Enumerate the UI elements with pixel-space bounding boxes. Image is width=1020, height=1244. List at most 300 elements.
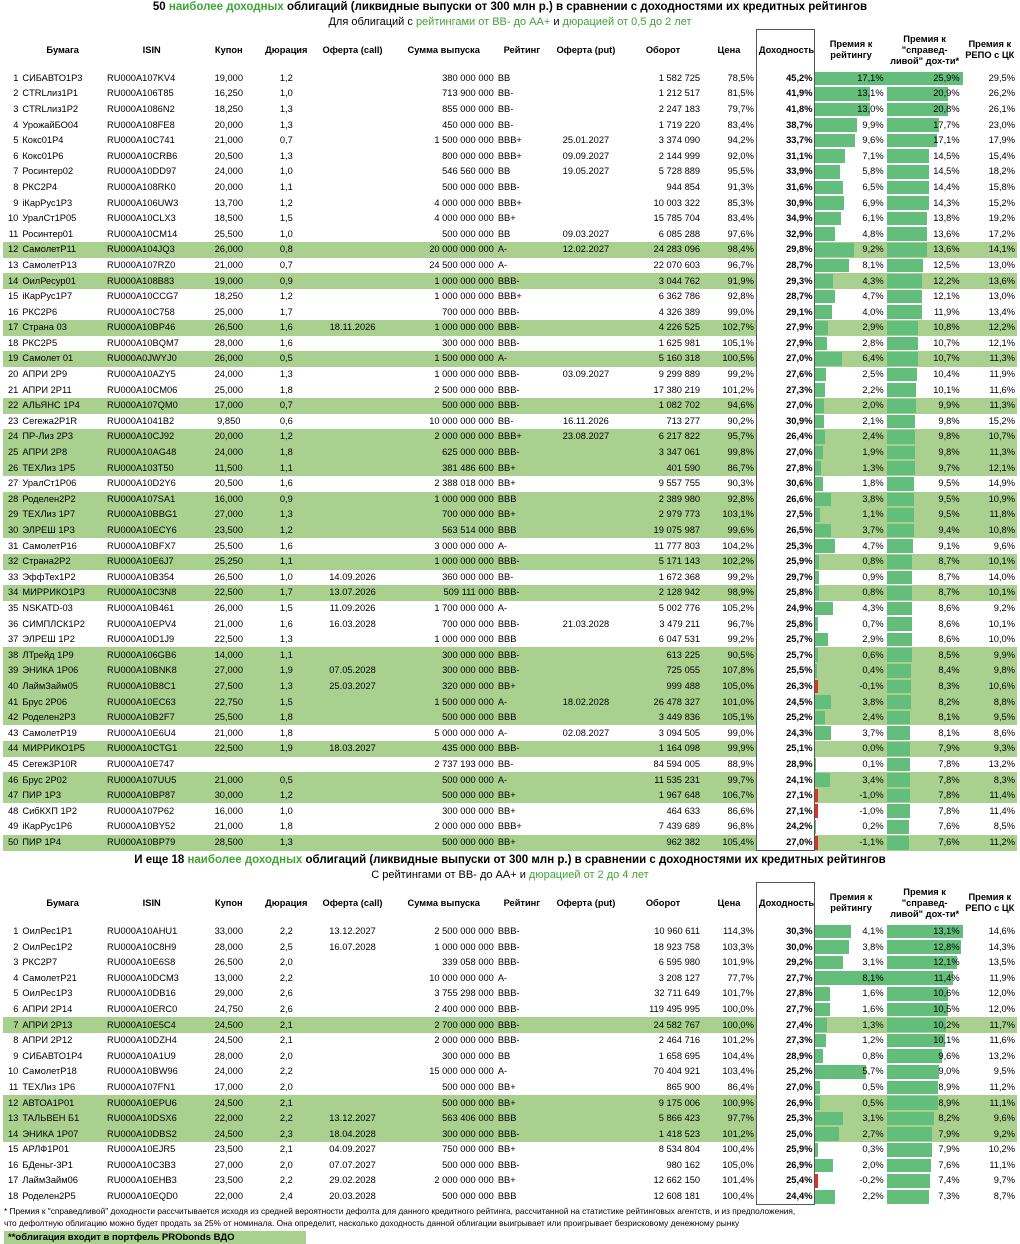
cell-yield: 25,5% bbox=[756, 663, 815, 679]
cell-coupon: 22,500 bbox=[198, 585, 259, 601]
cell-put-offer bbox=[548, 1080, 624, 1096]
cell-price: 77,7% bbox=[702, 970, 756, 986]
cell-isin: RU000A10A1U9 bbox=[105, 1048, 198, 1064]
cell-premium-to-repo: 13,0% bbox=[963, 258, 1017, 274]
cell-turnover: 1 967 648 bbox=[624, 788, 702, 804]
cell-row-number: 10 bbox=[3, 211, 20, 227]
data-bar-value: 3,4% bbox=[817, 773, 884, 788]
cell-rating: BBB- bbox=[496, 939, 548, 955]
cell-duration: 1,1 bbox=[259, 460, 313, 476]
cell-rating: BB+ bbox=[496, 476, 548, 492]
cell-put-offer bbox=[548, 507, 624, 523]
data-bar-value: 14,3% bbox=[889, 196, 961, 211]
cell-premium-to-repo: 9,2% bbox=[963, 1126, 1017, 1142]
cell-rating: BBB- bbox=[496, 273, 548, 289]
cell-yield: 28,9% bbox=[756, 757, 815, 773]
cell-coupon: 24,500 bbox=[198, 1033, 259, 1049]
cell-premium-to-fair-yield bbox=[887, 585, 963, 601]
cell-bond-name: РКС2Р4 bbox=[20, 180, 105, 196]
cell-bond-name: ЛТрейд 1Р9 bbox=[20, 647, 105, 663]
cell-premium-to-fair-yield bbox=[887, 336, 963, 352]
cell-turnover: 1 719 220 bbox=[624, 117, 702, 133]
cell-row-number: 34 bbox=[3, 585, 20, 601]
cell-premium-to-fair-yield bbox=[887, 803, 963, 819]
cell-yield: 25,3% bbox=[756, 538, 815, 554]
table-row bbox=[3, 1002, 1017, 1018]
data-bar-value: 9,6% bbox=[889, 1049, 961, 1064]
cell-issue-size: 3 000 000 000 bbox=[392, 538, 496, 554]
cell-price: 105,4% bbox=[702, 835, 756, 851]
cell-issue-size: 1 700 000 000 bbox=[392, 601, 496, 617]
cell-coupon: 26,000 bbox=[198, 242, 259, 258]
cell-bond-name: ЭНИКА 1Р07 bbox=[20, 1126, 105, 1142]
cell-premium-to-fair-yield bbox=[887, 1080, 963, 1096]
cell-isin: RU000A10C8H9 bbox=[105, 939, 198, 955]
cell-isin: RU000A107P62 bbox=[105, 803, 198, 819]
table-row bbox=[3, 819, 1017, 835]
cell-row-number: 13 bbox=[3, 258, 20, 274]
cell-premium-to-rating bbox=[815, 1189, 887, 1205]
cell-premium-to-rating bbox=[815, 1002, 887, 1018]
cell-premium-to-rating bbox=[815, 803, 887, 819]
cell-isin: RU000A107FN1 bbox=[105, 1080, 198, 1096]
cell-call-offer bbox=[313, 772, 391, 788]
cell-yield: 30,3% bbox=[756, 924, 815, 940]
cell-isin: RU000A10BQM7 bbox=[105, 336, 198, 352]
cell-rating: BBB bbox=[496, 523, 548, 539]
cell-rating: BB- bbox=[496, 414, 548, 430]
cell-premium-to-repo: 8,3% bbox=[963, 772, 1017, 788]
data-bar-value: 8,1% bbox=[817, 971, 884, 986]
cell-call-offer: 13.12.2027 bbox=[313, 924, 391, 940]
data-bar-value: 0,5% bbox=[817, 1080, 884, 1095]
cell-bond-name: Роделен2Р3 bbox=[20, 710, 105, 726]
cell-rating: BB+ bbox=[496, 507, 548, 523]
cell-premium-to-rating bbox=[815, 1126, 887, 1142]
data-bar-value: 0,4% bbox=[817, 663, 884, 678]
cell-isin: RU000A10DD97 bbox=[105, 164, 198, 180]
cell-price: 100,4% bbox=[702, 1142, 756, 1158]
header-empty bbox=[3, 883, 20, 924]
cell-yield: 28,7% bbox=[756, 289, 815, 305]
data-bar-value: 13,1% bbox=[817, 86, 884, 101]
cell-coupon: 27,000 bbox=[198, 507, 259, 523]
cell-price: 101,0% bbox=[702, 694, 756, 710]
cell-yield: 41,8% bbox=[756, 102, 815, 118]
data-bar-value: 0,5% bbox=[817, 1096, 884, 1111]
data-bar-value: 4,7% bbox=[817, 289, 884, 304]
cell-premium-to-fair-yield bbox=[887, 725, 963, 741]
data-bar-value: 7,8% bbox=[889, 788, 961, 803]
cell-premium-to-fair-yield bbox=[887, 1064, 963, 1080]
data-bar-value: 4,8% bbox=[817, 227, 884, 242]
cell-coupon: 20,000 bbox=[198, 180, 259, 196]
cell-premium-to-repo: 9,9% bbox=[963, 647, 1017, 663]
cell-premium-to-rating bbox=[815, 1033, 887, 1049]
cell-isin: RU000A107UU5 bbox=[105, 772, 198, 788]
data-bar-value: 10,1% bbox=[889, 383, 961, 398]
cell-premium-to-fair-yield bbox=[887, 414, 963, 430]
cell-price: 103,4% bbox=[702, 1064, 756, 1080]
cell-rating: BBB- bbox=[496, 1033, 548, 1049]
cell-duration: 2,3 bbox=[259, 1126, 313, 1142]
cell-premium-to-repo: 9,6% bbox=[963, 1111, 1017, 1127]
cell-coupon: 27,000 bbox=[198, 1158, 259, 1174]
cell-issue-size: 2 500 000 000 bbox=[392, 924, 496, 940]
cell-price: 99,2% bbox=[702, 570, 756, 586]
cell-issue-size: 500 000 000 bbox=[392, 835, 496, 851]
table-row bbox=[3, 367, 1017, 383]
cell-coupon: 17,000 bbox=[198, 398, 259, 414]
table-row bbox=[3, 429, 1017, 445]
cell-premium-to-fair-yield bbox=[887, 351, 963, 367]
cell-yield: 30,9% bbox=[756, 414, 815, 430]
cell-coupon: 28,500 bbox=[198, 835, 259, 851]
cell-bond-name: СамолетР16 bbox=[20, 538, 105, 554]
cell-bond-name: iКарРус1Р6 bbox=[20, 819, 105, 835]
cell-issue-size: 435 000 000 bbox=[392, 741, 496, 757]
cell-duration: 2,0 bbox=[259, 955, 313, 971]
cell-duration: 1,0 bbox=[259, 86, 313, 102]
cell-isin: RU000A10C3N8 bbox=[105, 585, 198, 601]
table-row bbox=[3, 986, 1017, 1002]
cell-premium-to-fair-yield bbox=[887, 757, 963, 773]
cell-premium-to-repo: 11,3% bbox=[963, 351, 1017, 367]
cell-coupon: 27,000 bbox=[198, 663, 259, 679]
cell-premium-to-rating bbox=[815, 757, 887, 773]
cell-call-offer bbox=[313, 1002, 391, 1018]
cell-row-number: 17 bbox=[3, 1173, 20, 1189]
cell-rating: A- bbox=[496, 772, 548, 788]
cell-duration: 1,2 bbox=[259, 523, 313, 539]
cell-turnover: 4 326 389 bbox=[624, 304, 702, 320]
cell-isin: RU000A10BNK8 bbox=[105, 663, 198, 679]
cell-premium-to-repo: 11,9% bbox=[963, 367, 1017, 383]
cell-issue-size: 1 000 000 000 bbox=[392, 939, 496, 955]
cell-issue-size: 2 737 193 000 bbox=[392, 757, 496, 773]
cell-coupon: 33,000 bbox=[198, 924, 259, 940]
cell-price: 98,4% bbox=[702, 242, 756, 258]
cell-row-number: 6 bbox=[3, 1002, 20, 1018]
cell-price: 104,2% bbox=[702, 538, 756, 554]
cell-price: 105,1% bbox=[702, 710, 756, 726]
cell-premium-to-rating bbox=[815, 320, 887, 336]
cell-bond-name: Росинтер01 bbox=[20, 226, 105, 242]
data-bar-value: 12,8% bbox=[889, 940, 961, 955]
cell-rating: BBB- bbox=[496, 986, 548, 1002]
cell-rating: A- bbox=[496, 258, 548, 274]
cell-put-offer bbox=[548, 1002, 624, 1018]
cell-yield: 25,0% bbox=[756, 1126, 815, 1142]
column-header-premium-to-rating: Премия к рейтингу bbox=[815, 883, 887, 924]
cell-call-offer bbox=[313, 398, 391, 414]
cell-row-number: 12 bbox=[3, 1095, 20, 1111]
cell-isin: RU000A10CCG7 bbox=[105, 289, 198, 305]
cell-yield: 31,6% bbox=[756, 180, 815, 196]
cell-turnover: 1 582 725 bbox=[624, 71, 702, 87]
cell-issue-size: 500 000 000 bbox=[392, 1095, 496, 1111]
cell-premium-to-rating bbox=[815, 835, 887, 851]
data-bar-value: 2,0% bbox=[817, 398, 884, 413]
cell-issue-size: 4 000 000 000 bbox=[392, 195, 496, 211]
cell-rating: BB bbox=[496, 1048, 548, 1064]
cell-isin: RU000A10D1J9 bbox=[105, 632, 198, 648]
cell-turnover: 8 534 804 bbox=[624, 1142, 702, 1158]
cell-premium-to-fair-yield bbox=[887, 1002, 963, 1018]
data-bar-value: 0,8% bbox=[817, 1049, 884, 1064]
table-row bbox=[3, 710, 1017, 726]
cell-price: 105,0% bbox=[702, 1158, 756, 1174]
data-bar-value: 9,7% bbox=[889, 461, 961, 476]
cell-duration: 1,2 bbox=[259, 788, 313, 804]
cell-duration: 0,8 bbox=[259, 242, 313, 258]
cell-issue-size: 1 500 000 000 bbox=[392, 351, 496, 367]
cell-call-offer bbox=[313, 445, 391, 461]
cell-price: 92,8% bbox=[702, 492, 756, 508]
cell-duration: 1,2 bbox=[259, 195, 313, 211]
cell-price: 92,0% bbox=[702, 148, 756, 164]
data-bar-value: 7,6% bbox=[889, 1158, 961, 1173]
cell-call-offer bbox=[313, 211, 391, 227]
data-bar bbox=[815, 820, 816, 834]
cell-premium-to-fair-yield bbox=[887, 258, 963, 274]
cell-put-offer bbox=[548, 1142, 624, 1158]
cell-premium-to-rating bbox=[815, 507, 887, 523]
cell-put-offer bbox=[548, 554, 624, 570]
table-row bbox=[3, 336, 1017, 352]
cell-put-offer bbox=[548, 351, 624, 367]
cell-premium-to-fair-yield bbox=[887, 986, 963, 1002]
cell-coupon: 20,000 bbox=[198, 429, 259, 445]
table-row bbox=[3, 1064, 1017, 1080]
cell-rating: BBB- bbox=[496, 663, 548, 679]
cell-yield: 27,8% bbox=[756, 986, 815, 1002]
cell-row-number: 18 bbox=[3, 1189, 20, 1205]
cell-row-number: 7 bbox=[3, 164, 20, 180]
data-bar-value: 20,8% bbox=[889, 102, 961, 117]
cell-put-offer bbox=[548, 679, 624, 695]
cell-premium-to-fair-yield bbox=[887, 133, 963, 149]
cell-call-offer bbox=[313, 382, 391, 398]
cell-premium-to-repo: 15,8% bbox=[963, 180, 1017, 196]
data-bar-value: 8,7% bbox=[889, 570, 961, 585]
cell-bond-name: СИМПЛСК1Р2 bbox=[20, 616, 105, 632]
cell-yield: 27,1% bbox=[756, 803, 815, 819]
cell-put-offer bbox=[548, 523, 624, 539]
cell-put-offer bbox=[548, 1095, 624, 1111]
cell-premium-to-repo: 11,2% bbox=[963, 1080, 1017, 1096]
cell-premium-to-rating bbox=[815, 1173, 887, 1189]
cell-premium-to-rating bbox=[815, 71, 887, 87]
cell-bond-name: ТАЛЬВЕН Б1 bbox=[20, 1111, 105, 1127]
cell-duration: 2,4 bbox=[259, 1189, 313, 1205]
cell-isin: RU000A10EPV4 bbox=[105, 616, 198, 632]
cell-put-offer bbox=[548, 1111, 624, 1127]
cell-premium-to-repo: 9,3% bbox=[963, 741, 1017, 757]
cell-premium-to-rating bbox=[815, 679, 887, 695]
cell-premium-to-repo: 10,7% bbox=[963, 429, 1017, 445]
cell-row-number: 45 bbox=[3, 757, 20, 773]
cell-price: 79,7% bbox=[702, 102, 756, 118]
cell-put-offer: 09.03.2027 bbox=[548, 226, 624, 242]
cell-put-offer bbox=[548, 647, 624, 663]
cell-premium-to-repo: 8,6% bbox=[963, 725, 1017, 741]
cell-turnover: 5 866 423 bbox=[624, 1111, 702, 1127]
cell-premium-to-repo: 14,6% bbox=[963, 924, 1017, 940]
cell-turnover: 2 389 980 bbox=[624, 492, 702, 508]
cell-rating: BB- bbox=[496, 102, 548, 118]
cell-isin: RU000A10EQD0 bbox=[105, 1189, 198, 1205]
cell-premium-to-fair-yield bbox=[887, 242, 963, 258]
cell-premium-to-fair-yield bbox=[887, 647, 963, 663]
cell-premium-to-repo: 17,9% bbox=[963, 133, 1017, 149]
column-header-isin: ISIN bbox=[105, 883, 198, 924]
cell-premium-to-repo: 15,2% bbox=[963, 414, 1017, 430]
cell-row-number: 11 bbox=[3, 226, 20, 242]
cell-coupon: 30,000 bbox=[198, 788, 259, 804]
cell-premium-to-repo: 14,9% bbox=[963, 476, 1017, 492]
cell-price: 94,2% bbox=[702, 133, 756, 149]
cell-premium-to-repo: 11,3% bbox=[963, 445, 1017, 461]
data-bar-value: 9,5% bbox=[889, 492, 961, 507]
cell-row-number: 4 bbox=[3, 970, 20, 986]
data-bar-value: 14,4% bbox=[889, 180, 961, 195]
cell-bond-name: АПРИ 2Р11 bbox=[20, 382, 105, 398]
cell-call-offer: 07.05.2028 bbox=[313, 663, 391, 679]
cell-yield: 27,9% bbox=[756, 336, 815, 352]
cell-bond-name: АВТОА1Р01 bbox=[20, 1095, 105, 1111]
cell-duration: 1,6 bbox=[259, 538, 313, 554]
cell-coupon: 24,000 bbox=[198, 164, 259, 180]
table-row bbox=[3, 601, 1017, 617]
column-header-rating: Рейтинг bbox=[496, 30, 548, 71]
cell-premium-to-rating bbox=[815, 148, 887, 164]
data-bar-value: 2,9% bbox=[817, 632, 884, 647]
cell-premium-to-fair-yield bbox=[887, 1142, 963, 1158]
data-bar-value: 8,7% bbox=[889, 585, 961, 600]
cell-bond-name: Роделен2Р5 bbox=[20, 1189, 105, 1205]
cell-coupon: 13,700 bbox=[198, 195, 259, 211]
cell-row-number: 3 bbox=[3, 955, 20, 971]
cell-row-number: 22 bbox=[3, 398, 20, 414]
data-bar-value: 9,9% bbox=[817, 118, 884, 133]
cell-turnover: 1 082 702 bbox=[624, 398, 702, 414]
cell-put-offer bbox=[548, 1064, 624, 1080]
data-bar-value: 7,9% bbox=[889, 741, 961, 756]
cell-premium-to-repo: 10,2% bbox=[963, 1142, 1017, 1158]
cell-yield: 27,0% bbox=[756, 398, 815, 414]
cell-issue-size: 855 000 000 bbox=[392, 102, 496, 118]
cell-bond-name: CTRLлиз1Р2 bbox=[20, 102, 105, 118]
cell-issue-size: 381 486 600 bbox=[392, 460, 496, 476]
cell-premium-to-rating bbox=[815, 1158, 887, 1174]
cell-premium-to-repo: 12,2% bbox=[963, 320, 1017, 336]
table-row bbox=[3, 1095, 1017, 1111]
cell-rating: BB+ bbox=[496, 1142, 548, 1158]
cell-coupon: 26,000 bbox=[198, 351, 259, 367]
cell-premium-to-rating bbox=[815, 570, 887, 586]
cell-row-number: 12 bbox=[3, 242, 20, 258]
cell-bond-name: СибКХП 1Р2 bbox=[20, 803, 105, 819]
cell-rating: BB+ bbox=[496, 803, 548, 819]
cell-premium-to-repo: 9,6% bbox=[963, 538, 1017, 554]
cell-put-offer: 03.09.2027 bbox=[548, 367, 624, 383]
cell-call-offer bbox=[313, 1033, 391, 1049]
cell-row-number: 31 bbox=[3, 538, 20, 554]
cell-yield: 26,6% bbox=[756, 492, 815, 508]
cell-coupon: 26,500 bbox=[198, 955, 259, 971]
cell-price: 102,7% bbox=[702, 320, 756, 336]
cell-premium-to-rating bbox=[815, 273, 887, 289]
cell-duration: 2,6 bbox=[259, 986, 313, 1002]
cell-premium-to-repo: 8,7% bbox=[963, 1189, 1017, 1205]
data-bar-value: 8,6% bbox=[889, 617, 961, 632]
cell-price: 90,5% bbox=[702, 647, 756, 663]
cell-row-number: 38 bbox=[3, 647, 20, 663]
cell-premium-to-rating bbox=[815, 86, 887, 102]
table-row bbox=[3, 117, 1017, 133]
cell-issue-size: 563 514 000 bbox=[392, 523, 496, 539]
table-row bbox=[3, 226, 1017, 242]
table-row bbox=[3, 1033, 1017, 1049]
cell-bond-name: ПР-Лиз 2Р3 bbox=[20, 429, 105, 445]
cell-premium-to-fair-yield bbox=[887, 939, 963, 955]
cell-yield: 29,1% bbox=[756, 304, 815, 320]
column-header-premium-to-repo: Премия к РЕПО с ЦК bbox=[963, 883, 1017, 924]
cell-put-offer bbox=[548, 1173, 624, 1189]
data-bar-value: 13,1% bbox=[889, 924, 961, 939]
cell-put-offer bbox=[548, 445, 624, 461]
cell-isin: RU000A10BP46 bbox=[105, 320, 198, 336]
cell-issue-size: 625 000 000 bbox=[392, 445, 496, 461]
cell-bond-name: ОилРес1Р1 bbox=[20, 924, 105, 940]
cell-isin: RU000A10ECY6 bbox=[105, 523, 198, 539]
cell-put-offer bbox=[548, 924, 624, 940]
cell-price: 105,2% bbox=[702, 601, 756, 617]
cell-duration: 2,6 bbox=[259, 1002, 313, 1018]
cell-put-offer bbox=[548, 819, 624, 835]
data-bar-value: -0,2% bbox=[817, 1173, 884, 1188]
column-header-price: Цена bbox=[702, 883, 756, 924]
table-row bbox=[3, 679, 1017, 695]
cell-isin: RU000A10B2F7 bbox=[105, 710, 198, 726]
cell-premium-to-fair-yield bbox=[887, 195, 963, 211]
cell-yield: 28,7% bbox=[756, 258, 815, 274]
cell-call-offer: 18.04.2028 bbox=[313, 1126, 391, 1142]
table-row bbox=[3, 1080, 1017, 1096]
section1-subtitle: Для облигаций с рейтингами от BB- до AA+ и дюрацией от 0,5 до 2 лет bbox=[0, 15, 1020, 29]
data-bar-value: 3,1% bbox=[817, 955, 884, 970]
cell-put-offer bbox=[548, 86, 624, 102]
cell-duration: 1,8 bbox=[259, 382, 313, 398]
cell-bond-name: ПИР 1Р4 bbox=[20, 835, 105, 851]
cell-row-number: 39 bbox=[3, 663, 20, 679]
cell-duration: 1,3 bbox=[259, 148, 313, 164]
cell-rating: A- bbox=[496, 538, 548, 554]
cell-call-offer bbox=[313, 632, 391, 648]
cell-bond-name: CTRLлиз1Р1 bbox=[20, 86, 105, 102]
cell-yield: 24,4% bbox=[756, 1189, 815, 1205]
cell-coupon: 21,000 bbox=[198, 133, 259, 149]
table-row bbox=[3, 1111, 1017, 1127]
cell-row-number: 5 bbox=[3, 133, 20, 149]
cell-price: 100,9% bbox=[702, 1095, 756, 1111]
cell-turnover: 24 582 767 bbox=[624, 1017, 702, 1033]
cell-isin: RU000A10BFX7 bbox=[105, 538, 198, 554]
section1-title: 50 наиболее доходных облигаций (ликвидные выпуски от 300 млн р.) в сравнении с доходностями их кредитных рейтингов bbox=[0, 0, 1020, 15]
cell-bond-name: ТЕХЛиз 1Р7 bbox=[20, 507, 105, 523]
header-empty bbox=[3, 30, 20, 71]
